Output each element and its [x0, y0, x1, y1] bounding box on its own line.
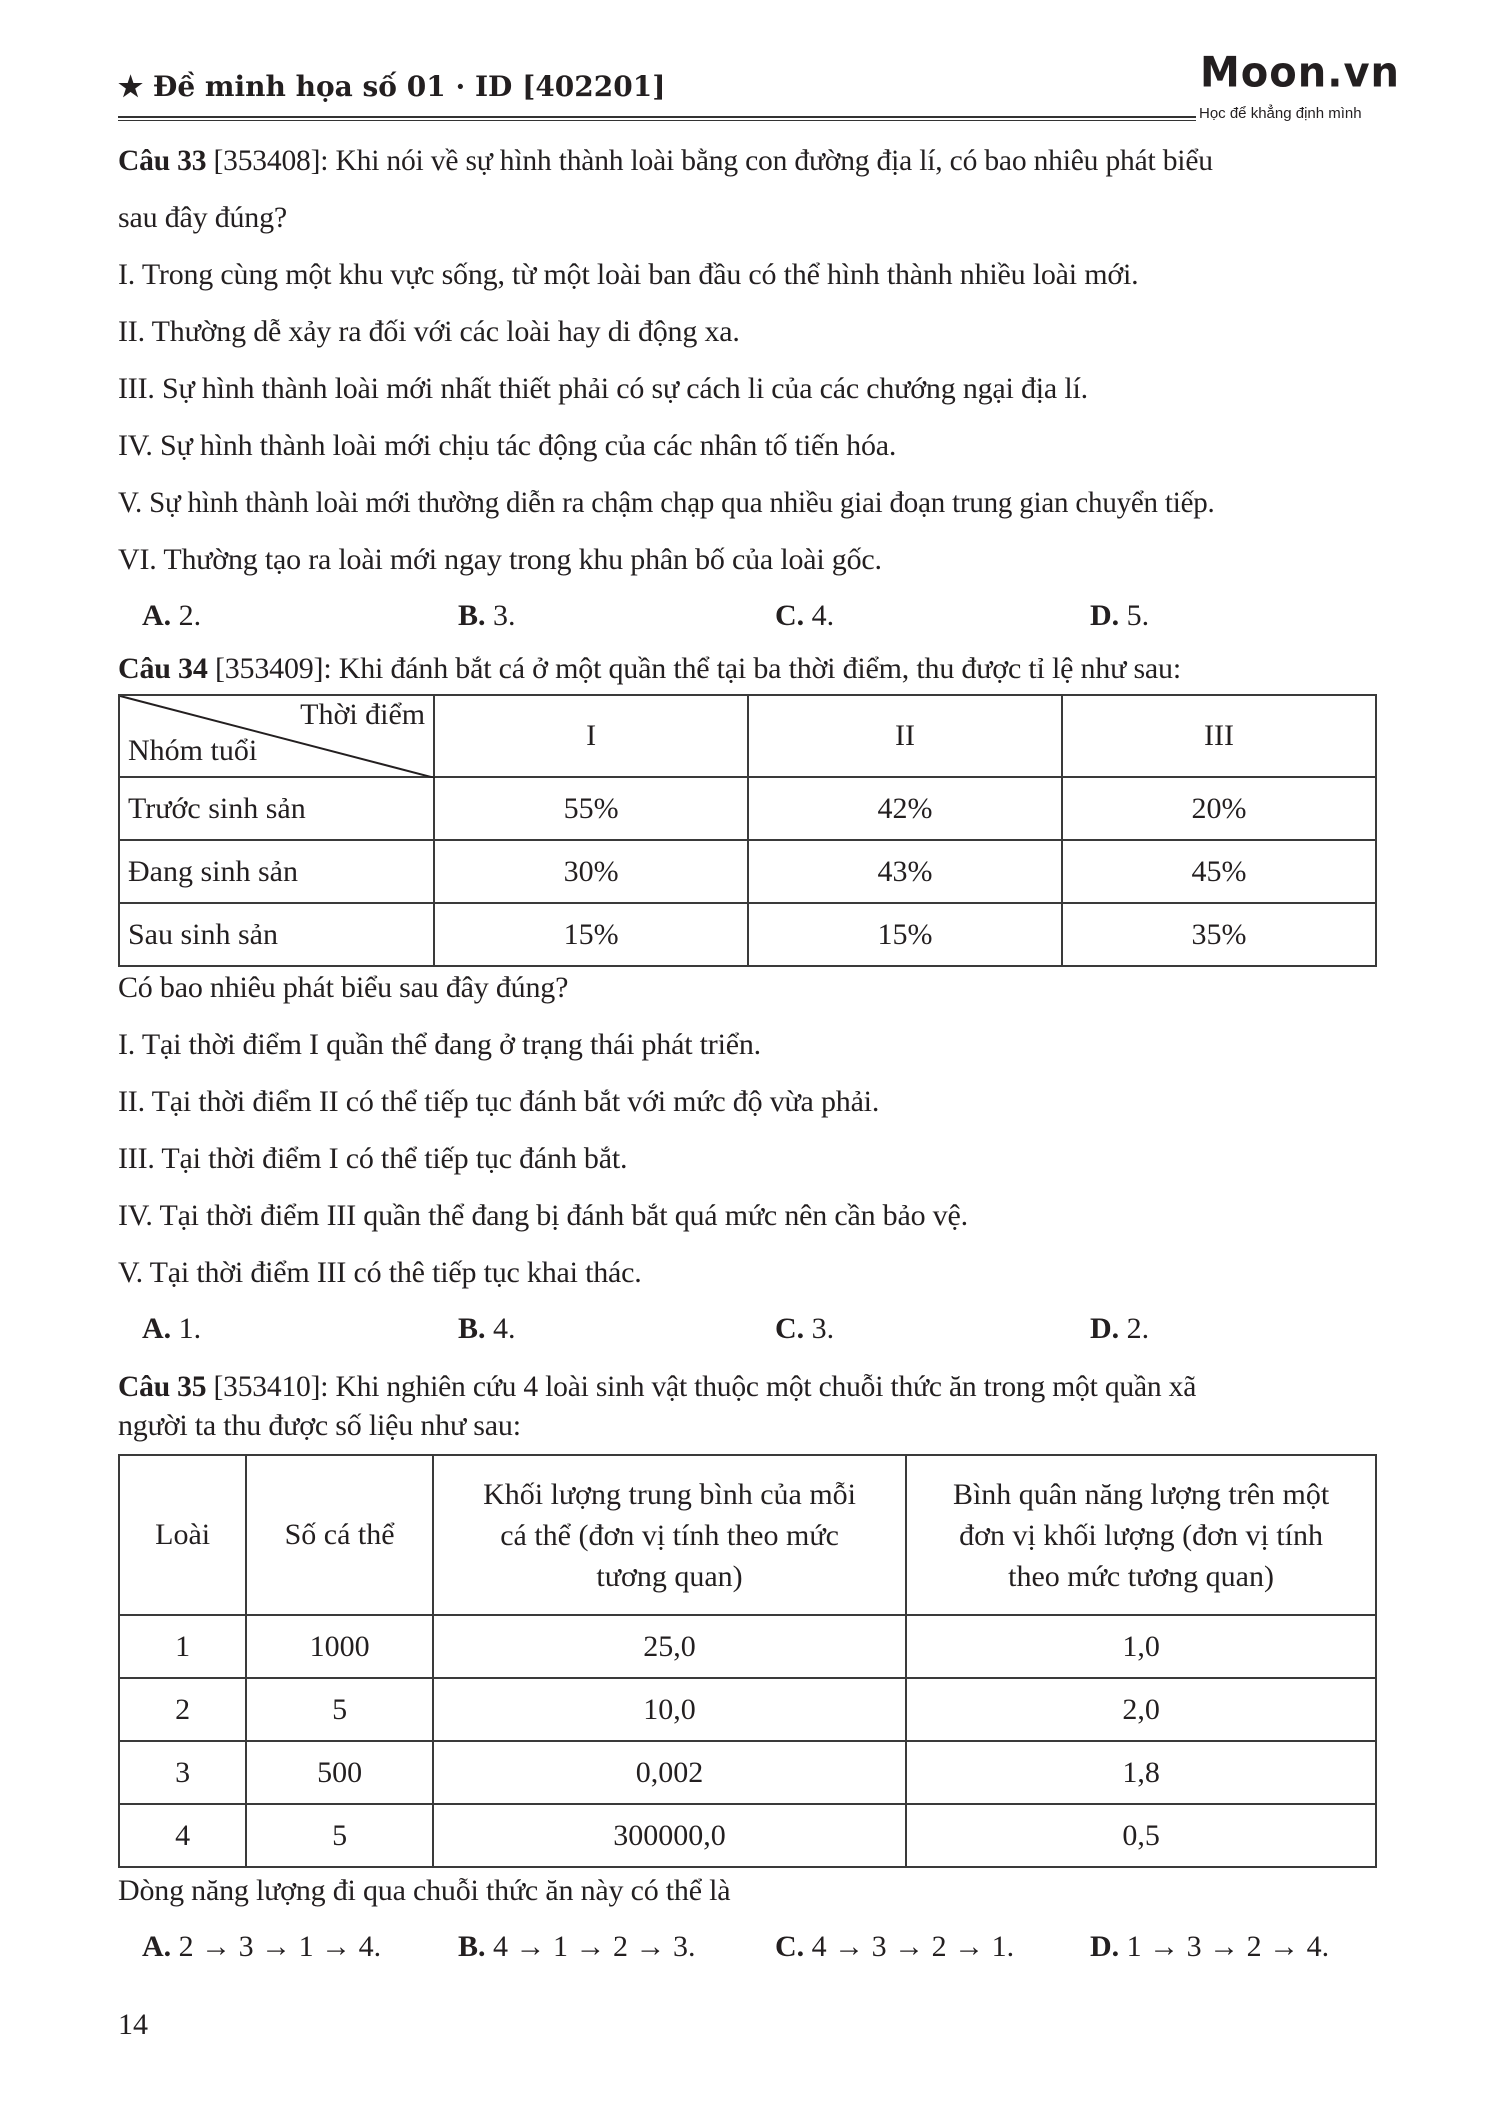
column-header: I: [434, 695, 748, 777]
statement: III. Tại thời điểm I có thể tiếp tục đánh bắt.: [118, 1142, 628, 1175]
option-b[interactable]: B. 4.: [458, 1312, 516, 1345]
column-header: Số cá thể: [246, 1455, 433, 1615]
table-header-row: [119, 695, 1376, 777]
statement: III. Sự hình thành loài mới nhất thiết phải có sự cách li của các chướng ngại địa lí.: [118, 372, 1088, 405]
column-header: Loài: [119, 1455, 246, 1615]
option-b[interactable]: B. 4 → 1 → 2 → 3.: [458, 1930, 696, 1963]
page-header-title: [118, 70, 665, 103]
option-c[interactable]: C. 4 → 3 → 2 → 1.: [775, 1930, 1015, 1963]
statement: I. Tại thời điểm I quần thể đang ở trạng thái phát triển.: [118, 1028, 761, 1061]
table-cell: 1: [119, 1615, 246, 1678]
table-cell: 5: [246, 1804, 433, 1867]
table-cell: 15%: [748, 903, 1062, 966]
question-id: [353409]: [207, 652, 324, 685]
option-b[interactable]: B. 3.: [458, 599, 516, 632]
statement: I. Trong cùng một khu vực sống, từ một loài ban đầu có thể hình thành nhiều loài mới.: [118, 258, 1139, 291]
statement: II. Thường dễ xảy ra đối với các loài hay di động xa.: [118, 315, 740, 348]
question-prompt: Có bao nhiêu phát biểu sau đây đúng?: [118, 971, 569, 1004]
table-header-row: [119, 1455, 1376, 1615]
question-prompt: Dòng năng lượng đi qua chuỗi thức ăn này có thể là: [118, 1874, 731, 1907]
column-header: II: [748, 695, 1062, 777]
table-cell: 3: [119, 1741, 246, 1804]
row-label: Đang sinh sản: [119, 840, 434, 903]
question-id: [353408]: [206, 144, 321, 177]
table-cell: 15%: [434, 903, 748, 966]
question-stem: Câu 34 [353409]: Khi đánh bắt cá ở một quần thể tại ba thời điểm, thu được tỉ lệ như sau:: [118, 652, 1181, 685]
statement: V. Tại thời điểm III có thê tiếp tục khai thác.: [118, 1256, 642, 1289]
option-c[interactable]: C. 3.: [775, 1312, 835, 1345]
question-label: Câu 33: [118, 144, 207, 177]
table-cell: 2: [119, 1678, 246, 1741]
column-header: Khối lượng trung bình của mỗi cá thể (đơn vị tính theo mức tương quan): [433, 1455, 906, 1615]
diagonal-corner-cell: [119, 695, 434, 777]
table-cell: 1,8: [906, 1741, 1376, 1804]
table-cell: 20%: [1062, 777, 1376, 840]
statement: IV. Tại thời điểm III quần thể đang bị đánh bắt quá mức nên cần bảo vệ.: [118, 1199, 968, 1232]
table-cell: 300000,0: [433, 1804, 906, 1867]
star-icon: ★: [118, 70, 144, 103]
table-row: [119, 1741, 1376, 1804]
question-label: Câu 34: [118, 652, 208, 685]
table-row: [119, 903, 1376, 966]
table-row: [119, 777, 1376, 840]
table-cell: 30%: [434, 840, 748, 903]
species-energy-table: [118, 1454, 1377, 1868]
table-cell: 1000: [246, 1615, 433, 1678]
table-cell: 45%: [1062, 840, 1376, 903]
table-row: [119, 1678, 1376, 1741]
option-a[interactable]: A. 1.: [142, 1312, 202, 1345]
column-header: Bình quân năng lượng trên một đơn vị khối lượng (đơn vị tính theo mức tương quan): [906, 1455, 1376, 1615]
option-a[interactable]: A. 2 → 3 → 1 → 4.: [142, 1930, 382, 1963]
page-number: 14: [118, 2008, 148, 2041]
exam-title: Đề minh họa số 01 · ID [402201]: [152, 70, 666, 103]
table-cell: 500: [246, 1741, 433, 1804]
table-cell: 55%: [434, 777, 748, 840]
statement: IV. Sự hình thành loài mới chịu tác động của các nhân tố tiến hóa.: [118, 429, 897, 462]
statement: II. Tại thời điểm II có thể tiếp tục đánh bắt với mức độ vừa phải.: [118, 1085, 880, 1118]
table-cell: 10,0: [433, 1678, 906, 1741]
option-d[interactable]: D. 2.: [1090, 1312, 1150, 1345]
moon-logo: Moon.vn: [1200, 48, 1400, 98]
question-stem: Câu 33 [353408]: Khi nói về sự hình thành loài bằng con đường địa lí, có bao nhiêu phát biểu: [118, 144, 1213, 177]
corner-label-time: Thời điểm: [300, 698, 426, 731]
header-divider: [118, 116, 1196, 121]
table-cell: 35%: [1062, 903, 1376, 966]
question-stem-cont: sau đây đúng?: [118, 201, 288, 234]
table-row: [119, 1615, 1376, 1678]
table-cell: 0,5: [906, 1804, 1376, 1867]
statement: V. Sự hình thành loài mới thường diễn ra chậm chạp qua nhiều giai đoạn trung gian chuyển tiếp.: [118, 486, 1215, 519]
table-cell: 0,002: [433, 1741, 906, 1804]
answer-options: [0, 599, 1497, 635]
option-d[interactable]: D. 5.: [1090, 599, 1150, 632]
logo-slogan: Học để khẳng định mình: [1199, 105, 1362, 122]
age-structure-table: [118, 694, 1377, 967]
corner-label-age-group: Nhóm tuổi: [128, 734, 258, 767]
question-label: Câu 35: [118, 1370, 207, 1403]
question-stem-cont: người ta thu được số liệu như sau:: [118, 1409, 521, 1442]
answer-options: [0, 1312, 1497, 1348]
row-label: Sau sinh sản: [119, 903, 434, 966]
option-c[interactable]: C. 4.: [775, 599, 835, 632]
table-cell: 43%: [748, 840, 1062, 903]
table-row: [119, 1804, 1376, 1867]
option-d[interactable]: D. 1 → 3 → 2 → 4.: [1090, 1930, 1330, 1963]
option-a[interactable]: A. 2.: [142, 599, 202, 632]
row-label: Trước sinh sản: [119, 777, 434, 840]
table-row: [119, 840, 1376, 903]
table-cell: 2,0: [906, 1678, 1376, 1741]
table-cell: 5: [246, 1678, 433, 1741]
question-id: [353410]: [206, 1370, 321, 1403]
table-cell: 25,0: [433, 1615, 906, 1678]
table-cell: 1,0: [906, 1615, 1376, 1678]
column-header: III: [1062, 695, 1376, 777]
question-stem: Câu 35 [353410]: Khi nghiên cứu 4 loài sinh vật thuộc một chuỗi thức ăn trong một quần xã: [118, 1370, 1197, 1403]
statement: VI. Thường tạo ra loài mới ngay trong khu phân bố của loài gốc.: [118, 543, 882, 576]
table-cell: 4: [119, 1804, 246, 1867]
table-cell: 42%: [748, 777, 1062, 840]
answer-options: [0, 1930, 1497, 1966]
